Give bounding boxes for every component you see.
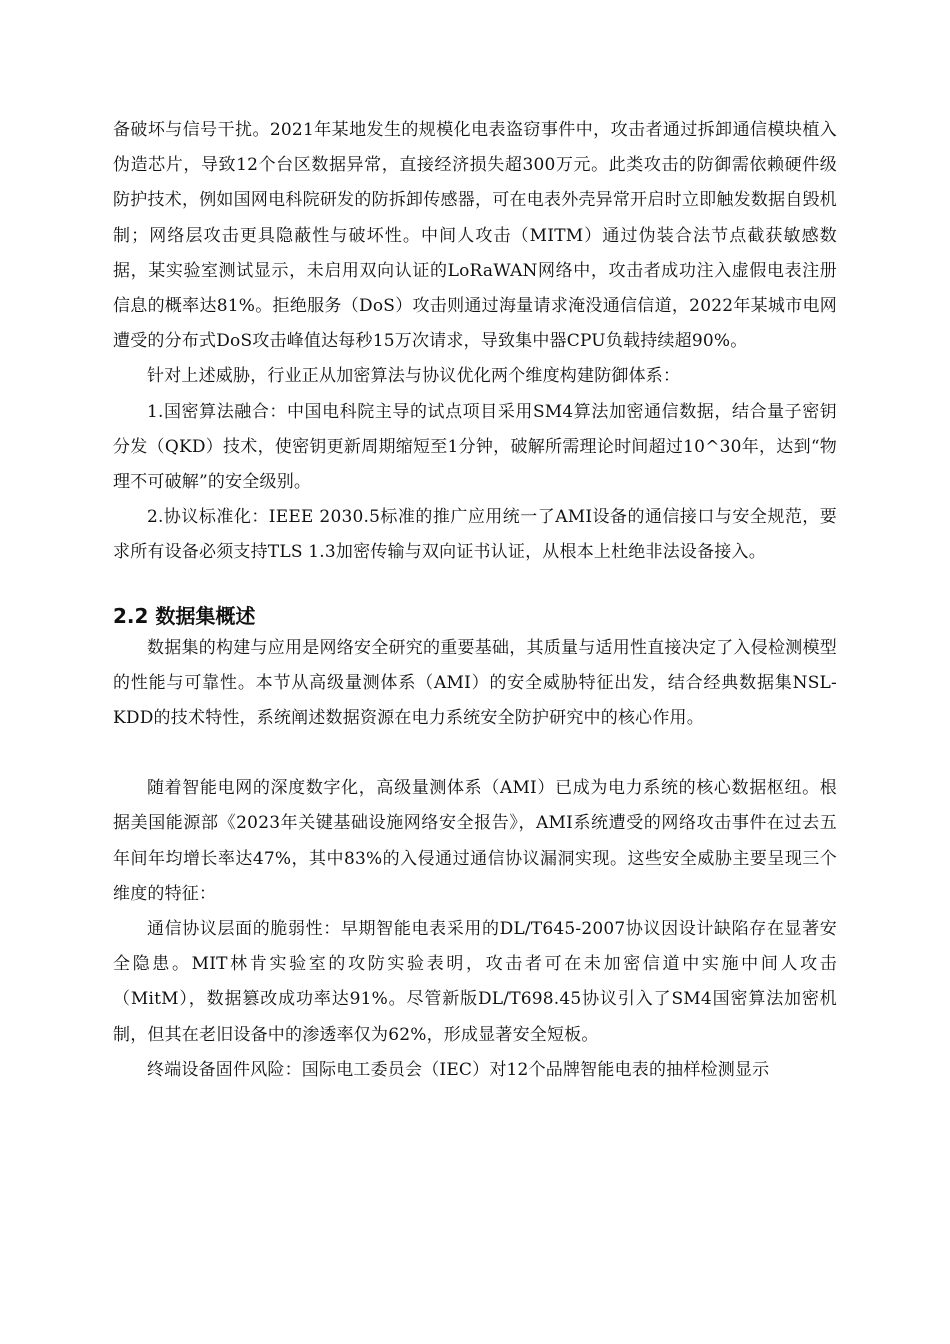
section-heading: 2.2 数据集概述 <box>113 603 256 628</box>
document-page <box>113 113 837 1088</box>
section-intro: 数据集的构建与应用是网络安全研究的重要基础，其质量与适用性直接决定了入侵检测模型的性能与可靠性。本节从高级量测体系（AMI）的安全威胁特征出发，结合经典数据集NSL-KDD的技术特性，系统阐述数据资源在电力系统安全防护研究中的核心作用。 <box>113 637 837 729</box>
body-paragraph: 随着智能电网的深度数字化，高级量测体系（AMI）已成为电力系统的核心数据枢纽。根据美国能源部《2023年关键基础设施网络安全报告》，AMI系统遭受的网络攻击事件在过去五年间年均增长率达47%，其中83%的入侵通过通信协议漏洞实现。这些安全威胁主要呈现三个维度的特征： <box>113 778 837 904</box>
paragraph-gap <box>113 736 837 771</box>
body-paragraph: 终端设备固件风险：国际电工委员会（IEC）对12个品牌智能电表的抽样检测显示 <box>147 1059 770 1080</box>
list-item-sm4: 1.国密算法融合：中国电科院主导的试点项目采用SM4算法加密通信数据，结合量子密钥分发（QKD）技术，使密钥更新周期缩短至1分钟，破解所需理论时间超过10^30年，达到“物理不可破解”的安全级别。 <box>113 401 837 493</box>
body-paragraph: 备破坏与信号干扰。2021年某地发生的规模化电表盗窃事件中，攻击者通过拆卸通信模块植入伪造芯片，导致12个台区数据异常，直接经济损失超300万元。此类攻击的防御需依赖硬件级防护技术，例如国网电科院研发的防拆卸传感器，可在电表外壳异常开启时立即触发数据自毁机制；网络层攻击更具隐蔽性与破坏性。中间人攻击（MITM）通过伪装合法节点截获敏感数据，某实验室测试显示，未启用双向认证的LoRaWAN网络中，攻击者成功注入虚假电表注册信息的概率达81%。拒绝服务（DoS）攻击则通过海量请求淹没通信信道，2022年某城市电网遭受的分布式DoS攻击峰值达每秒15万次请求，导致集中器CPU负载持续超90%。 <box>113 120 837 352</box>
body-paragraph: 通信协议层面的脆弱性：早期智能电表采用的DL/T645-2007协议因设计缺陷存在显著安全隐患。MIT林肯实验室的攻防实验表明，攻击者可在未加密信道中实施中间人攻击（MitM），数据篡改成功率达91%。尽管新版DL/T698.45协议引入了SM4国密算法加密机制，但其在老旧设备中的渗透率仅为62%，形成显著安全短板。 <box>113 919 837 1045</box>
body-paragraph: 针对上述威胁，行业正从加密算法与协议优化两个维度构建防御体系： <box>147 366 681 387</box>
list-item-standard: 2.协议标准化：IEEE 2030.5标准的推广应用统一了AMI设备的通信接口与安全规范，要求所有设备必须支持TLS 1.3加密传输与双向证书认证，从根本上杜绝非法设备接入。 <box>113 507 837 563</box>
